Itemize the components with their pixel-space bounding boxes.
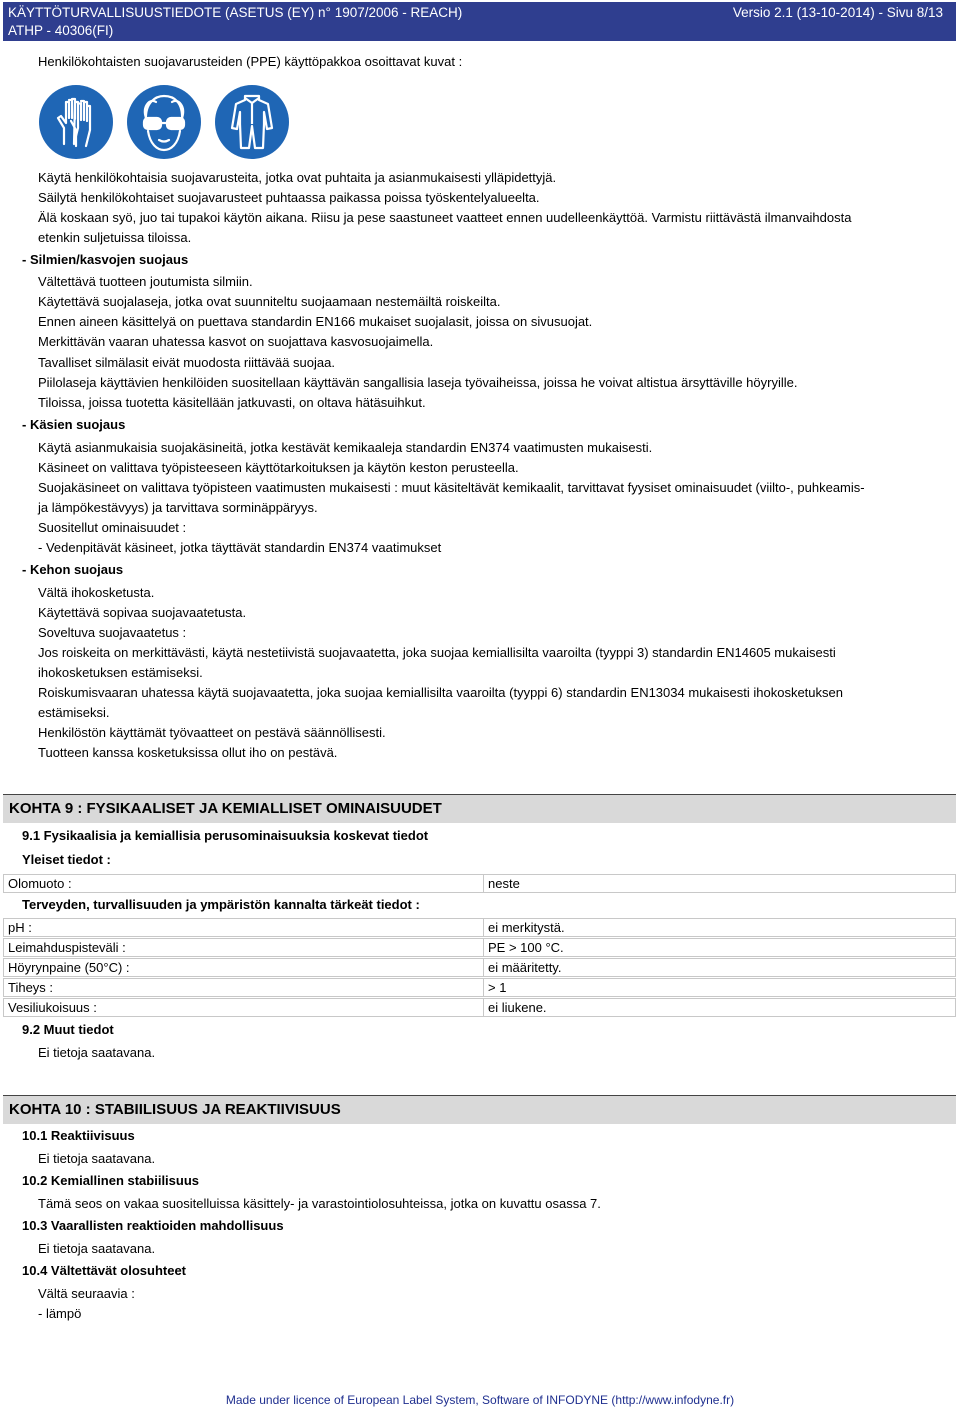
ppe-line: Säilytä henkilökohtaiset suojavarusteet puhtaassa paikassa poissa työskentelyalueelta.	[38, 190, 540, 205]
coverall-icon	[214, 84, 290, 160]
section-10-title: KOHTA 10 : STABIILISUUS JA REAKTIIVISUUS	[9, 1101, 341, 1118]
footer-licence: Made under licence of European Label System, Software of INFODYNE (http://www.infodyne.fr)	[225, 1393, 735, 1407]
subsection-10-1-text: Ei tietoja saatavana.	[38, 1151, 156, 1166]
version-page: Versio 2.1 (13-10-2014) - Sivu 8/13	[732, 5, 943, 20]
hand-line: Käsineet on valittava työpisteeseen käyttötarkoituksen ja käytön keston perusteella.	[38, 460, 519, 475]
eye-line: Vältettävä tuotteen joutumista silmiin.	[38, 274, 253, 289]
property-row	[3, 938, 956, 957]
subsection-10-3-text: Ei tietoja saatavana.	[38, 1241, 156, 1256]
document-title: KÄYTTÖTURVALLISUUSTIEDOTE (ASETUS (EY) n° 1907/2006 - REACH)	[8, 5, 463, 20]
subsection-10-1-title: 10.1 Reaktiivisuus	[22, 1128, 135, 1143]
subsection-9-2-text: Ei tietoja saatavana.	[38, 1045, 156, 1060]
hand-line: Käytä asianmukaisia suojakäsineitä, jotka kestävät kemikaaleja standardin EN374 vaatimusten mukaisesti.	[38, 440, 653, 455]
body-line: Jos roiskeita on merkittävästi, käytä nestetiivistä suojavaatetta, joka suojaa kemiallisilta vaaroilta (tyyppi 3) standardin EN14605 mukaisesti	[38, 645, 836, 660]
ppe-pictograms	[38, 84, 288, 160]
body-line: Vältä ihokosketusta.	[38, 585, 155, 600]
body-line: Soveltuva suojavaatetus :	[38, 625, 187, 640]
subsection-10-3-title: 10.3 Vaarallisten reaktioiden mahdollisuus	[22, 1218, 284, 1233]
body-line: Tuotteen kanssa kosketuksissa ollut iho on pestävä.	[38, 745, 338, 760]
ppe-line: Käytä henkilökohtaisia suojavarusteita, jotka ovat puhtaita ja asianmukaisesti ylläpidettyjä.	[38, 170, 557, 185]
property-row	[3, 958, 956, 977]
product-code: ATHP - 40306(FI)	[8, 23, 114, 38]
subsection-10-2-text: Tämä seos on vakaa suositelluissa käsittely- ja varastointiolosuhteissa, jotka on kuvattu osassa 7.	[38, 1196, 601, 1211]
property-row	[3, 874, 956, 893]
hand-line: Suojakäsineet on valittava työpisteen vaatimusten mukaisesti : muut käsiteltävät kemikaalit, tarvittavat fyysiset ominaisuudet (viilto-, puhkeamis-	[38, 480, 865, 495]
property-value: ei merkitystä.	[488, 920, 565, 935]
property-label: Tiheys :	[8, 980, 54, 995]
subsection-9-1-title: 9.1 Fysikaalisia ja kemiallisia perusominaisuuksia koskevat tiedot	[22, 828, 429, 843]
body-line: ihokosketuksen estämiseksi.	[38, 665, 203, 680]
property-value: PE > 100 °C.	[488, 940, 564, 955]
property-label: Höyrynpaine (50°C) :	[8, 960, 130, 975]
eye-line: Merkittävän vaaran uhatessa kasvot on suojattava kasvosuojaimella.	[38, 334, 434, 349]
property-value: neste	[488, 876, 520, 891]
hand-line: Suositellut ominaisuudet :	[38, 520, 187, 535]
eye-line: Käytettävä suojalaseja, jotka ovat suunniteltu suojaamaan nestemäiltä roiskeilta.	[38, 294, 501, 309]
property-row	[3, 918, 956, 937]
important-info-heading: Terveyden, turvallisuuden ja ympäristön kannalta tärkeät tiedot :	[22, 897, 420, 912]
gloves-icon	[38, 84, 114, 160]
eye-line: Piilolaseja käyttävien henkilöiden suositellaan käyttävän sangallisia laseja työvaiheissa, joissa he voivat altistua ärsyttäville höyryille.	[38, 375, 798, 390]
property-value: ei liukene.	[488, 1000, 547, 1015]
property-label: Vesiliukoisuus :	[8, 1000, 97, 1015]
section-9-title: KOHTA 9 : FYSIKAALISET JA KEMIALLISET OMINAISUUDET	[9, 800, 442, 817]
property-value: ei määritetty.	[488, 960, 562, 975]
subsection-10-4-title: 10.4 Vältettävät olosuhteet	[22, 1263, 186, 1278]
ppe-line: etenkin suljetuissa tiloissa.	[38, 230, 192, 245]
property-label: pH :	[8, 920, 32, 935]
eye-line: Tavalliset silmälasit eivät muodosta riittävää suojaa.	[38, 355, 335, 370]
ppe-intro: Henkilökohtaisten suojavarusteiden (PPE) käyttöpakkoa osoittavat kuvat :	[38, 54, 463, 69]
ppe-line: Älä koskaan syö, juo tai tupakoi käytön aikana. Riisu ja pese saastuneet vaatteet ennen uudelleenkäyttöä. Varmistu riittävästä ilmanvaihdosta	[38, 210, 852, 225]
hand-line: - Vedenpitävät käsineet, jotka täyttävät standardin EN374 vaatimukset	[38, 540, 442, 555]
subsection-9-2-title: 9.2 Muut tiedot	[22, 1022, 114, 1037]
body-line: estämiseksi.	[38, 705, 110, 720]
goggles-icon	[126, 84, 202, 160]
section-10-header	[3, 1095, 956, 1124]
property-label: Olomuoto :	[8, 876, 72, 891]
general-info-heading: Yleiset tiedot :	[22, 852, 111, 867]
eye-protection-heading: - Silmien/kasvojen suojaus	[22, 252, 189, 267]
property-row	[3, 978, 956, 997]
subsection-10-4-text: Vältä seuraavia :	[38, 1286, 135, 1301]
body-protection-heading: - Kehon suojaus	[22, 562, 124, 577]
property-value: > 1	[488, 980, 507, 995]
document-header	[3, 2, 956, 41]
eye-line: Ennen aineen käsittelyä on puettava standardin EN166 mukaiset suojalasit, joissa on sivusuojat.	[38, 314, 593, 329]
hand-protection-heading: - Käsien suojaus	[22, 417, 126, 432]
hand-line: ja lämpökestävyys) ja tarvittava sorminäppäryys.	[38, 500, 318, 515]
subsection-10-2-title: 10.2 Kemiallinen stabiilisuus	[22, 1173, 200, 1188]
eye-line: Tiloissa, joissa tuotetta käsitellään jatkuvasti, on oltava hätäsuihkut.	[38, 395, 426, 410]
body-line: Käytettävä sopivaa suojavaatetusta.	[38, 605, 247, 620]
property-label: Leimahduspisteväli :	[8, 940, 126, 955]
body-line: Henkilöstön käyttämät työvaatteet on pestävä säännöllisesti.	[38, 725, 386, 740]
body-line: Roiskumisvaaran uhatessa käytä suojavaatetta, joka suojaa kemiallisilta vaaroilta (tyyppi 6) standardin EN13034 mukaisesti ihokosketuksen	[38, 685, 843, 700]
property-row	[3, 998, 956, 1017]
section-9-header	[3, 794, 956, 823]
subsection-10-4-text: - lämpö	[38, 1306, 82, 1321]
